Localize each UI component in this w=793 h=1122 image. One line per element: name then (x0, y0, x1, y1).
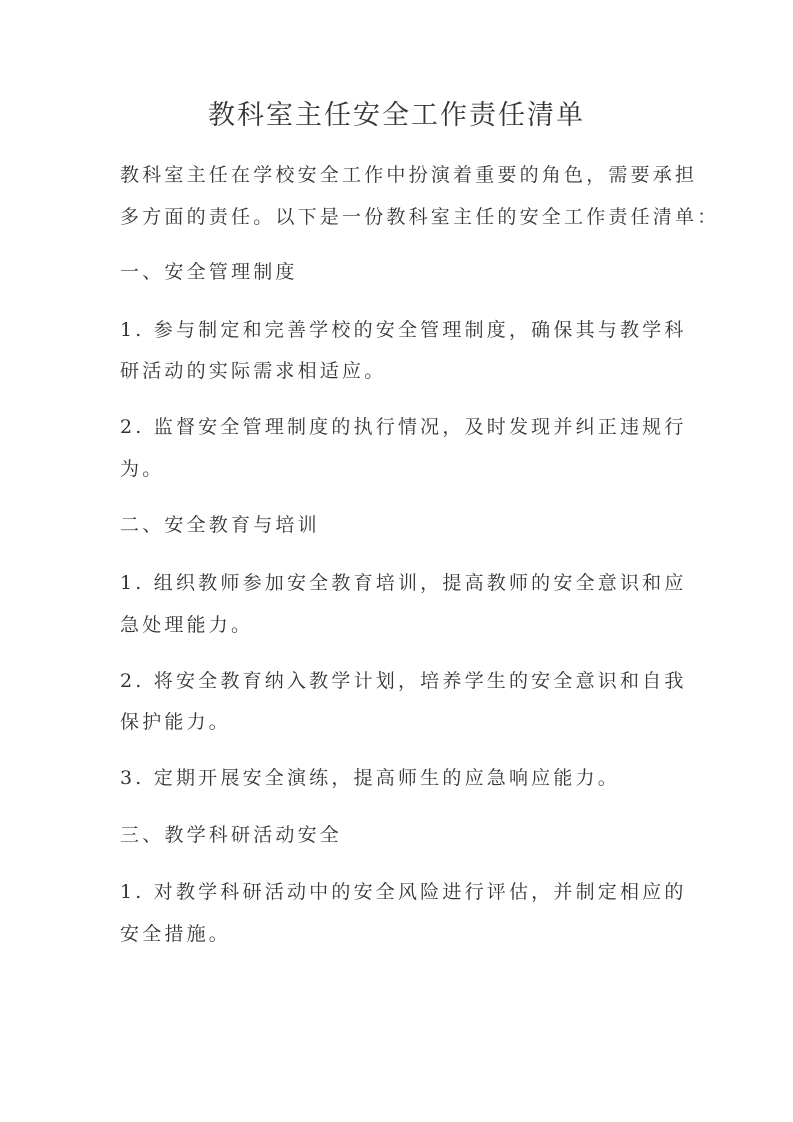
section-heading-1: 一、安全管理制度 (120, 261, 298, 283)
list-item-3-1-line-2: 安全措施。 (120, 923, 232, 945)
section-heading-2: 二、安全教育与培训 (120, 514, 320, 536)
section-heading-3: 三、教学科研活动安全 (120, 824, 343, 846)
intro-line-1: 教科室主任在学校安全工作中扮演着重要的角色，需要承担 (120, 164, 698, 186)
list-item-1-2-line-2: 为。 (120, 458, 165, 480)
document-title: 教科室主任安全工作责任清单 (208, 100, 585, 131)
list-item-3-1-line-1: 1. 对教学科研活动中的安全风险进行评估，并制定相应的 (120, 881, 687, 903)
list-item-1-1-line-2: 研活动的实际需求相适应。 (120, 360, 387, 382)
list-item-2-3-line-1: 3. 定期开展安全演练，提高师生的应急响应能力。 (120, 767, 620, 789)
list-item-2-1-line-2: 急处理能力。 (120, 614, 254, 636)
intro-line-2: 多方面的责任。以下是一份教科室主任的安全工作责任清单： (120, 206, 720, 228)
list-item-1-2-line-1: 2. 监督安全管理制度的执行情况，及时发现并纠正违规行 (120, 416, 687, 438)
list-item-2-2-line-2: 保护能力。 (120, 711, 232, 733)
list-item-1-1-line-1: 1. 参与制定和完善学校的安全管理制度，确保其与教学科 (120, 319, 687, 341)
list-item-2-2-line-1: 2. 将安全教育纳入教学计划，培养学生的安全意识和自我 (120, 670, 687, 692)
list-item-2-1-line-1: 1. 组织教师参加安全教育培训，提高教师的安全意识和应 (120, 572, 687, 594)
